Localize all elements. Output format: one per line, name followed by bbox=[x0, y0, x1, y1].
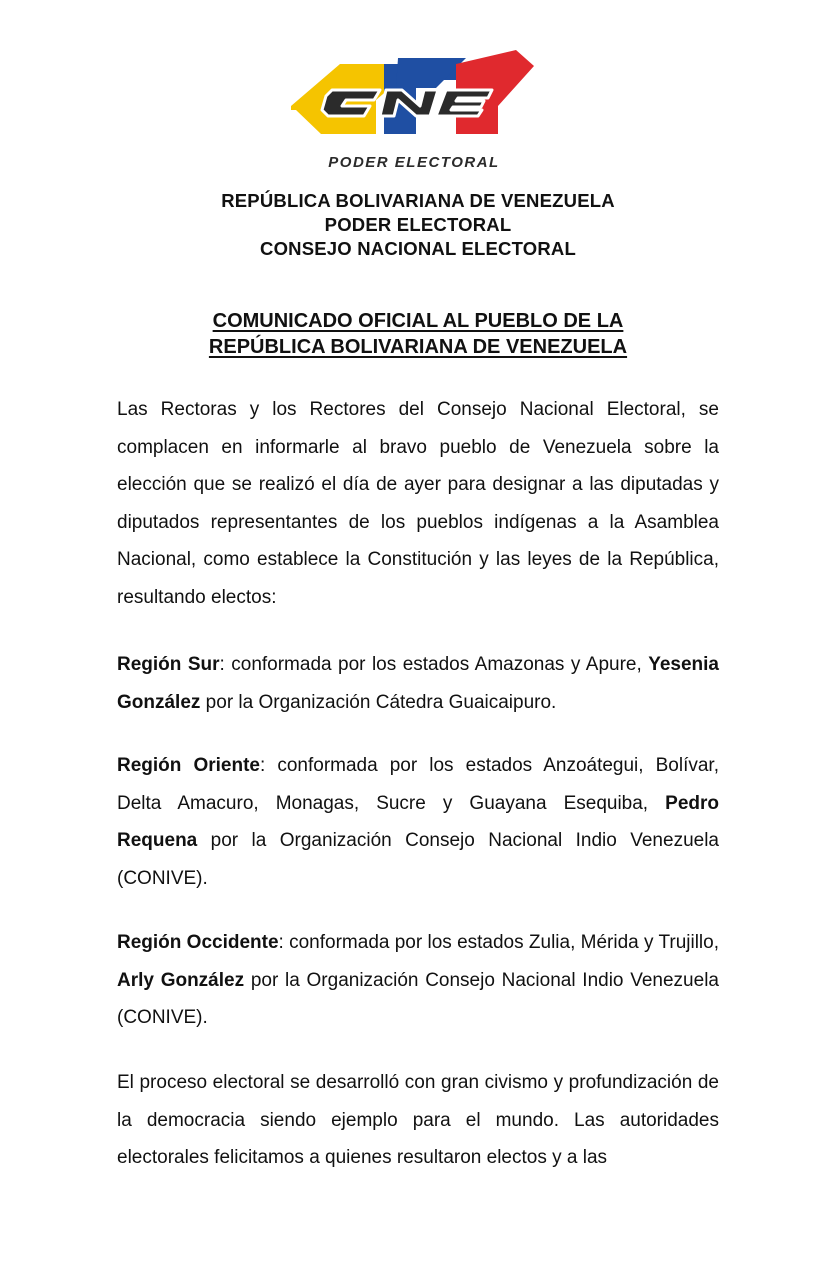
region-states: : conformada por los estados Zulia, Mérida y Trujillo, bbox=[278, 932, 720, 953]
closing-paragraph: El proceso electoral se desarrolló con gran civismo y profundización de la democracia siendo ejemplo para el mundo. Las autoridades electorales felicitamos a quienes resultaron electos y a las bbox=[117, 1072, 719, 1168]
cne-logo bbox=[286, 44, 542, 174]
elected-name: Yesenia González bbox=[117, 654, 719, 713]
region-states: : conformada por los estados Anzoátegui, Bolívar, Delta Amacuro, Monagas, Sucre y Guayana Esequiba, bbox=[117, 755, 719, 814]
region-states: : conformada por los estados Amazonas y Apure, bbox=[219, 654, 649, 675]
intro-paragraph: Las Rectoras y los Rectores del Consejo Nacional Electoral, se complacen en informarle al bravo pueblo de Venezuela sobre la elección que se realizó el día de ayer para designar a las diputadas y diputados representantes de los pueblos indígenas a la Asamblea Nacional, como establece la Constitución y las leyes de la República, resultando electos: bbox=[117, 399, 719, 608]
elected-name: Arly González bbox=[117, 969, 245, 991]
header-line-3: CONSEJO NACIONAL ELECTORAL bbox=[260, 238, 576, 259]
region-paragraph-sur bbox=[117, 646, 719, 721]
region-name: Región Sur bbox=[117, 654, 220, 675]
elected-org: por la Organización Consejo Nacional Indio Venezuela (CONIVE). bbox=[117, 830, 719, 889]
elected-name: Pedro Requena bbox=[117, 792, 719, 851]
logo-subtitle: PODER ELECTORAL bbox=[328, 154, 500, 171]
header-line-2: PODER ELECTORAL bbox=[324, 214, 512, 235]
communique-title-line-2: REPÚBLICA BOLIVARIANA DE VENEZUELA bbox=[208, 336, 628, 358]
region-paragraph-occidente bbox=[117, 924, 719, 1037]
elected-org: por la Organización Cátedra Guaicaipuro. bbox=[200, 691, 557, 713]
region-paragraph-oriente bbox=[117, 747, 719, 897]
header-line-1: REPÚBLICA BOLIVARIANA DE VENEZUELA bbox=[221, 190, 615, 211]
region-name: Región Oriente bbox=[117, 755, 260, 776]
elected-org: por la Organización Consejo Nacional Indio Venezuela (CONIVE). bbox=[117, 969, 719, 1028]
region-name: Región Occidente bbox=[117, 932, 279, 953]
communique-title-line-1: COMUNICADO OFICIAL AL PUEBLO DE LA bbox=[212, 310, 624, 332]
